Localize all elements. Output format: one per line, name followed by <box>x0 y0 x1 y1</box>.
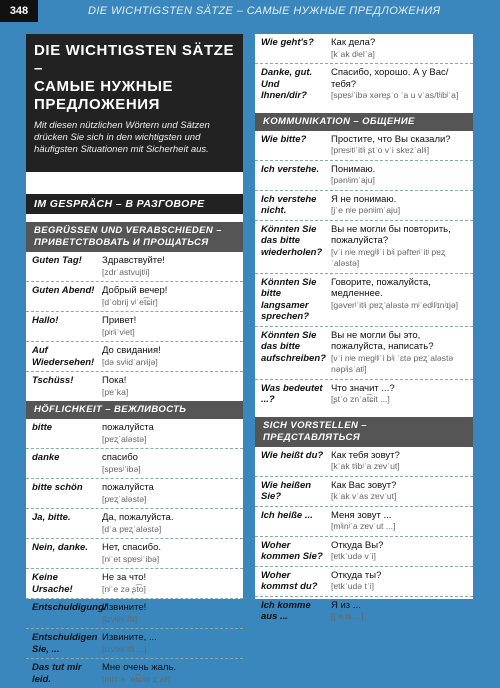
german-phrase: Wie geht's? <box>261 37 314 48</box>
russian-cell <box>102 632 237 655</box>
phrase-row <box>255 447 473 477</box>
phrase-row <box>255 191 473 221</box>
german-phrase: Woher kommst du? <box>261 569 318 592</box>
phrase-row <box>26 312 243 342</box>
german-phrase: Ja, bitte. <box>32 512 71 523</box>
transcription: [pɐʐˈaləstə] <box>102 493 147 504</box>
russian-cell <box>102 662 237 685</box>
russian-phrase: Пока! <box>102 375 127 386</box>
german-phrase: Auf Wiedersehen! <box>32 345 95 368</box>
phrase-list <box>255 447 473 626</box>
transcription: [ɐtkˈudə tˈi] <box>331 581 374 591</box>
spacer <box>26 214 243 222</box>
phrase-row <box>26 282 243 312</box>
russian-cell <box>102 572 237 595</box>
russian-cell <box>331 570 467 593</box>
page-title-line-2: САМЫЕ НУЖНЫЕ <box>34 78 174 95</box>
russian-phrase: Простите, что Вы сказали? <box>331 133 451 145</box>
phrase-row <box>255 507 473 537</box>
russian-phrase: Привет! <box>102 315 137 326</box>
running-head-title: DIE WICHTIGSTEN SÄTZE – САМЫЕ НУЖНЫЕ ПРЕДЛОЖЕНИЯ <box>88 5 441 17</box>
russian-cell <box>102 345 237 368</box>
transcription: [kˈak dʲelˈa] <box>331 48 375 59</box>
subsection-heading <box>26 222 243 252</box>
german-phrase: Ich verstehe nicht. <box>261 193 317 216</box>
spacer <box>255 105 473 113</box>
russian-phrase: Как Вас зовут? <box>331 479 397 491</box>
russian-cell <box>331 134 467 157</box>
russian-cell <box>331 194 467 217</box>
transcription: [prɐsʲtʲˈitʲi ʂtˈo vˈi skɐzˈalʲi] <box>331 145 430 155</box>
german-phrase: Guten Tag! <box>32 255 82 266</box>
russian-phrase: Откуда Вы? <box>331 539 384 551</box>
phrase-row <box>255 537 473 567</box>
transcription: [ɐtkˈudə vˈi] <box>331 551 376 561</box>
german-phrase: Hallo! <box>32 315 59 326</box>
phrase-row <box>255 327 473 380</box>
transcription: [spɐsʲˈibə] <box>102 463 141 474</box>
german-phrase: Ich heiße ... <box>261 509 313 521</box>
russian-cell <box>102 255 237 278</box>
spacer <box>26 172 243 194</box>
russian-phrase: спасибо <box>102 452 138 463</box>
phrase-row <box>26 509 243 539</box>
transcription: [mʲinʲˈa zɐvˈut ...] <box>331 521 396 531</box>
russian-phrase: Извините, ... <box>102 632 157 643</box>
german-phrase: Guten Abend! <box>32 285 95 296</box>
subsection-heading: SICH VORSTELLEN – ПРЕДСТАВЛЯТЬСЯ <box>255 417 473 447</box>
phrase-row <box>26 569 243 599</box>
page-title-line-1: DIE WICHTIGSTEN SÄTZE – <box>34 42 235 77</box>
russian-phrase: Вы не могли бы повторить, пожалуйста? <box>331 223 451 246</box>
russian-cell <box>102 482 237 505</box>
transcription: [nʲˈe zə ʂt͡o] <box>102 583 146 594</box>
transcription: [pɐˈka] <box>102 386 129 397</box>
german-phrase: Was bedeutet ...? <box>261 382 323 405</box>
russian-cell <box>331 37 467 60</box>
russian-cell <box>331 510 467 533</box>
german-phrase: Nein, danke. <box>32 542 88 553</box>
running-header <box>0 0 500 22</box>
phrase-row <box>26 479 243 509</box>
page-title-line-3: ПРЕДЛОЖЕНИЯ <box>34 96 161 113</box>
phrase-row <box>255 161 473 191</box>
title-block <box>26 34 243 172</box>
phrase-row <box>26 372 243 401</box>
phrase-row <box>255 380 473 409</box>
spacer <box>255 409 473 417</box>
german-phrase: Woher kommen Sie? <box>261 539 323 562</box>
german-phrase: danke <box>32 452 60 463</box>
russian-cell <box>102 375 237 398</box>
russian-phrase: Да, пожалуйста. <box>102 512 174 523</box>
page-number: 348 <box>0 0 38 22</box>
german-phrase: Entschuldigung! <box>32 602 107 613</box>
russian-cell <box>331 383 467 406</box>
german-phrase: Könnten Sie das bitte aufschreiben? <box>261 329 326 364</box>
transcription: [izvʲinʲˈitʲi] <box>102 613 138 624</box>
russian-cell <box>102 452 237 475</box>
russian-cell <box>102 422 237 445</box>
russian-phrase: Спасибо, хорошо. А у Вас/тебя? <box>331 67 449 90</box>
german-phrase: Könnten Sie bitte langsamer sprechen? <box>261 276 317 322</box>
russian-cell <box>331 224 467 270</box>
russian-phrase: пожалуйста <box>102 482 154 493</box>
right-column <box>255 34 473 622</box>
german-phrase: Könnten Sie das bitte wiederholen? <box>261 223 323 258</box>
phrase-row <box>26 252 243 282</box>
russian-phrase: Добрый вечер! <box>102 285 168 296</box>
german-phrase: Wie heißt du? <box>261 449 324 461</box>
subsection-heading-ru: ПРИВЕТСТВОВАТЬ И ПРОЩАТЬСЯ <box>34 237 209 248</box>
russian-phrase: Меня зовут ... <box>331 509 392 521</box>
russian-cell <box>331 330 467 376</box>
transcription: [pʲrʲiˈvʲet] <box>102 326 135 337</box>
german-phrase: Ich komme aus ... <box>261 599 311 622</box>
transcription: [kˈak vˈas zɐvˈut] <box>331 491 397 501</box>
russian-cell <box>331 480 467 503</box>
german-phrase: Wie heißen Sie? <box>261 479 312 502</box>
german-phrase: Danke, gut. Und Ihnen/dir? <box>261 67 313 101</box>
russian-phrase: Не за что! <box>102 572 147 583</box>
german-phrase: Tschüss! <box>32 375 74 386</box>
transcription: [spɐsʲˈibə xərɐʂˈo ˈa u vˈas/tʲibʲˈa] <box>331 90 459 100</box>
russian-phrase: Говорите, пожалуйста, медленнее. <box>331 276 431 299</box>
phrase-row <box>255 274 473 327</box>
phrase-list <box>255 131 473 409</box>
phrase-row <box>255 221 473 274</box>
russian-cell <box>331 164 467 187</box>
transcription: [zdrˈastvujtʲi] <box>102 266 150 277</box>
phrase-list <box>26 252 243 401</box>
russian-cell <box>102 602 237 625</box>
transcription: [pɐʐˈaləstə] <box>102 433 147 444</box>
russian-cell <box>102 542 237 565</box>
russian-phrase: пожалуйста <box>102 422 154 433</box>
left-column <box>26 34 243 685</box>
german-phrase: Das tut mir leid. <box>32 662 82 685</box>
russian-phrase: Понимаю. <box>331 163 376 175</box>
phrase-row <box>26 659 243 688</box>
german-phrase: bitte schön <box>32 482 83 493</box>
transcription: [izvʲinʲˈitʲi ...] <box>102 643 147 654</box>
russian-cell <box>331 540 467 563</box>
transcription: [jˈe is ...] <box>331 611 364 621</box>
phrase-row <box>26 449 243 479</box>
russian-phrase: Здравствуйте! <box>102 255 165 266</box>
subsection-heading: HÖFLICHKEIT – ВЕЖЛИВОСТЬ <box>26 401 243 419</box>
russian-phrase: Извините! <box>102 602 147 613</box>
russian-cell <box>331 67 467 102</box>
german-phrase: bitte <box>32 422 53 433</box>
phrase-row <box>255 131 473 161</box>
phrase-list <box>255 34 473 105</box>
subsection-heading: KOMMUNIKATION – ОБЩЕНИЕ <box>255 113 473 131</box>
transcription: [dˈobrij vʲˈet͡ɕir] <box>102 296 158 307</box>
transcription: [pənʲimˈaju] <box>331 175 375 185</box>
russian-phrase: Откуда ты? <box>331 569 382 581</box>
russian-phrase: Я не понимаю. <box>331 193 397 205</box>
russian-cell <box>102 285 237 308</box>
transcription: [mnʲˈe ˈot͡ɕinʲ ʐˈalʲ] <box>102 673 171 684</box>
phrase-row <box>255 567 473 597</box>
russian-phrase: Как дела? <box>331 37 376 48</box>
phrase-row <box>26 419 243 449</box>
transcription: [jˈe nʲe pənʲimˈaju] <box>331 205 401 215</box>
transcription: [ʂtˈo znˈat͡ɕit ...] <box>331 394 390 404</box>
russian-phrase: Что значит ...? <box>331 382 395 394</box>
russian-cell <box>102 512 237 535</box>
phrase-list <box>26 419 243 688</box>
transcription: [kˈak tʲibʲˈa zɐvˈut] <box>331 461 400 471</box>
phrase-row <box>255 64 473 105</box>
russian-cell <box>102 315 237 338</box>
intro-text: Mit diesen nützlichen Wörtern und Sätzen drücken Sie sich in den wichtigsten und häufigsten Situationen mit Sicherheit aus. <box>34 120 210 155</box>
russian-phrase: До свидания! <box>102 345 161 356</box>
russian-cell <box>331 277 467 323</box>
phrase-row <box>255 34 473 64</box>
phrase-row <box>255 597 473 626</box>
russian-phrase: Вы не могли бы это, пожалуйста, написать? <box>331 329 434 352</box>
transcription: [vˈi nʲe mɐgʲlʲˈi bʲi ˈɛtə pɐʐˈaləstə nəpʲisˈatʲ] <box>331 352 454 374</box>
russian-phrase: Как тебя зовут? <box>331 449 400 461</box>
russian-cell <box>331 600 467 623</box>
phrase-row <box>26 599 243 629</box>
transcription: [dˈa pɐʐˈaləstə] <box>102 523 162 534</box>
transcription: [vˈi nʲe mɐgʲlʲˈi bʲi pəftɐrʲˈitʲ pɐʐˈaləstə] <box>331 246 446 268</box>
subsection-heading-de: BEGRÜSSEN UND VERABSCHIEDEN – <box>34 225 222 236</box>
phrase-row <box>26 342 243 372</box>
phrase-row <box>26 629 243 659</box>
german-phrase: Keine Ursache! <box>32 572 73 595</box>
section-heading: IM GESPRÄCH – В РАЗГОВОРЕ <box>26 194 243 214</box>
german-phrase: Ich verstehe. <box>261 163 320 175</box>
russian-cell <box>331 450 467 473</box>
russian-phrase: Я из ... <box>331 599 361 611</box>
transcription: [gəvɐrʲˈitʲi pɐʐˈaləstə mʲˈedʲlʲɪnʲɪjə] <box>331 299 459 310</box>
russian-phrase: Нет, спасибо. <box>102 542 162 553</box>
russian-phrase: Мне очень жаль. <box>102 662 176 673</box>
phrase-row <box>255 477 473 507</box>
transcription: [nʲˈet spɐsʲˈibə] <box>102 553 160 564</box>
german-phrase: Wie bitte? <box>261 133 307 145</box>
transcription: [də svʲidˈanʲijə] <box>102 356 158 367</box>
german-phrase: Entschuldigen Sie, ... <box>32 632 98 655</box>
phrase-row <box>26 539 243 569</box>
